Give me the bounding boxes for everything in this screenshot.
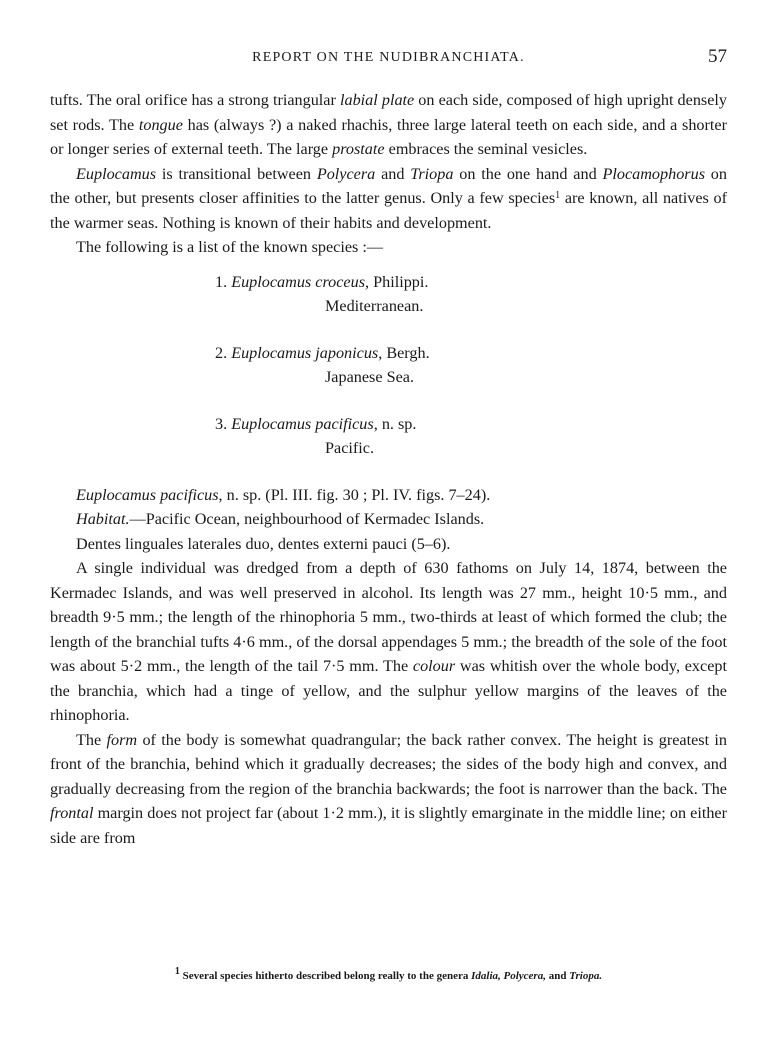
italic-term: Euplocamus xyxy=(76,164,157,183)
footnote-marker: 1 xyxy=(555,190,561,201)
text-run: and xyxy=(375,164,411,183)
species-number: 3. xyxy=(215,414,228,433)
text-run: has (always ?) a naked rhachis, three large lateral teeth on each side, and a shorter or longer series of external teeth. The large xyxy=(50,115,727,158)
text-run: is transitional between xyxy=(156,164,317,183)
italic-term: form xyxy=(106,730,138,749)
intro-paragraph-2 xyxy=(50,162,727,236)
text-run: margin does not project far (about 1·2 mm.), it is slightly emarginate in the middle line; on either side are from xyxy=(50,804,727,847)
description-paragraph-1 xyxy=(50,556,727,728)
text-run: of the body is somewhat quadrangular; the back rather convex. The height is greatest in front of the branchia, behind which it gradually decreases; the sides of the body high and convex, and gradually decreasing from the region of the branchia backwards; the foot is narrower than the back. The xyxy=(50,730,728,798)
italic-term: Triopa xyxy=(410,164,454,183)
species-list xyxy=(50,270,727,461)
species-item xyxy=(215,270,727,319)
species-item xyxy=(215,341,727,390)
text-run: A single individual was dredged from a depth of 630 fathoms on July 14, 1874, between the Kermadec Islands, and was well preserved in alcohol. Its length was 27 mm., height 10·5 mm., and breadth 9·5 mm.; the length of the rhinophoria 5 mm., two-thirds at least of which formed the club; the length of the branchial tufts 4·6 mm., of the dorsal appendages 5 mm.; the breadth of the sole of the foot was about 5·2 mm., the length of the tail 7·5 mm. The xyxy=(50,559,727,675)
habitat-text: —Pacific Ocean, neighbourhood of Kermadec Islands. xyxy=(129,510,485,528)
species-author: , Bergh. xyxy=(378,343,430,362)
intro-paragraph-3: The following is a list of the known species :— xyxy=(76,238,384,256)
italic-term: frontal xyxy=(50,804,94,822)
footnote-marker: 1 xyxy=(174,966,180,977)
page-number: 57 xyxy=(708,46,727,67)
italic-term: prostate xyxy=(332,140,385,158)
italic-term: Idalia, Polycera, xyxy=(471,970,546,982)
text-run: The xyxy=(76,730,107,749)
species-author: , Philippi. xyxy=(365,272,429,291)
species-number: 2. xyxy=(215,343,228,362)
footnote xyxy=(50,966,727,982)
diagnosis: Dentes linguales laterales duo, dentes externi pauci (5–6). xyxy=(76,534,451,553)
species-region: Japanese Sea. xyxy=(325,368,414,386)
running-header xyxy=(50,44,727,70)
species-region: Pacific. xyxy=(325,439,374,457)
page-body xyxy=(50,88,727,850)
text-run: and xyxy=(545,970,570,982)
species-item xyxy=(215,412,727,461)
text-run: Several species hitherto described belong really to the genera xyxy=(179,970,472,982)
italic-term: Polycera xyxy=(316,164,376,183)
running-title: REPORT ON THE NUDIBRANCHIATA. xyxy=(252,50,525,65)
text-run: on the other, but presents closer affinities to the latter genus. Only a few species xyxy=(50,164,727,207)
italic-term: Plocamophorus xyxy=(602,164,705,183)
entry-plate-refs: , n. sp. (Pl. III. fig. 30 ; Pl. IV. figs. 7–24). xyxy=(218,485,491,504)
species-region: Mediterranean. xyxy=(325,297,424,315)
habitat-label: Habitat. xyxy=(76,510,130,528)
species-number: 1. xyxy=(215,272,228,291)
italic-term: colour xyxy=(412,657,456,675)
species-name: Euplocamus pacificus xyxy=(231,414,374,433)
habitat-line xyxy=(50,507,727,532)
italic-term: tongue xyxy=(138,115,183,134)
italic-term: Triopa. xyxy=(569,970,603,982)
intro-paragraph-1 xyxy=(50,88,727,162)
species-name: Euplocamus japonicus xyxy=(231,343,379,362)
text-run: are known, all natives of the warmer seas. Nothing is known of their habits and development. xyxy=(50,189,727,232)
species-author: , n. sp. xyxy=(373,414,417,433)
text-run: tufts. The oral orifice has a strong triangular xyxy=(50,91,340,109)
description-paragraph-2 xyxy=(50,728,727,851)
text-run: on the one hand and xyxy=(453,164,603,183)
entry-species-name: Euplocamus pacificus xyxy=(76,485,219,504)
text-run: was whitish over the whole body, except the branchia, which had a tinge of yellow, and the sulphur yellow margins of the leaves of the rhinophoria. xyxy=(50,657,727,724)
italic-term: labial plate xyxy=(339,91,415,109)
text-run: embraces the seminal vesicles. xyxy=(384,140,588,158)
species-name: Euplocamus croceus xyxy=(231,272,366,291)
text-run: on each side, composed of high upright densely set rods. The xyxy=(50,91,727,134)
species-entry-title xyxy=(50,483,727,508)
